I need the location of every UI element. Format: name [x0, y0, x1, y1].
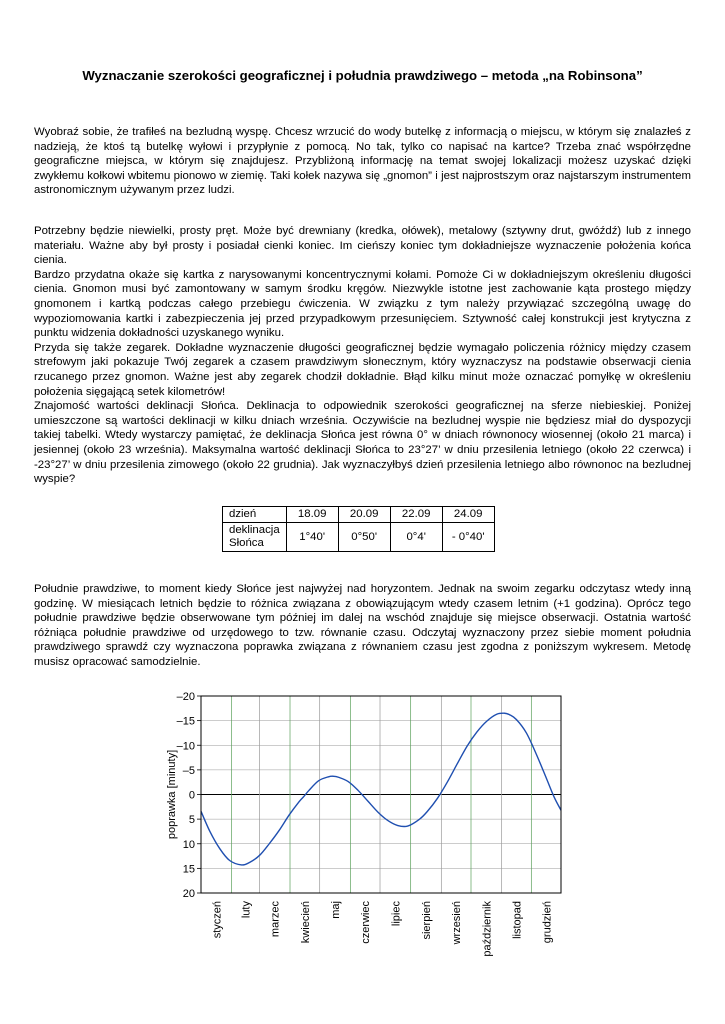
month-label: sierpień: [421, 901, 433, 940]
table-cell-day: 20.09: [338, 507, 390, 523]
paragraph-1: Wyobraź sobie, że trafiłeś na bezludną wyspę. Chcesz wrzucić do wody butelkę z informacją o miejscu, w którym się znalazłeś z nadzieją, że ktoś tą butelkę wyłowi i przypłynie z pomocą. No tak, tylko co napisać na kartce? Trzeba znać współrzędne geograficzne miejsca, w którym się znajdujesz. Przybliżoną informację na temat swojej lokalizacji możesz uzyskać dzięki zwykłemu kołkowi wbitemu pionowo w ziemię. Taki kołek nazywa się „gnomon” i jest najprostszym oraz najstarszym instrumentem astronomicznym używanym przez ludzi.: [34, 126, 691, 197]
table-header-day: dzień: [223, 507, 287, 523]
y-tick-label: –20: [176, 691, 195, 703]
month-label: listopad: [511, 901, 524, 939]
month-label: maj: [330, 901, 343, 919]
month-label: październik: [481, 901, 494, 957]
paragraph-2a: Potrzebny będzie niewielki, prosty pręt. Może być drewniany (kredka, ołówek), metalowy (sztywny drut, gwóźdź) lub z innego materiału. Ważne aby był prosty i posiadał cienki koniec. Im cieńszy koniec tym dokładniejsze wyznaczenie położenia końca cienia.: [34, 225, 691, 267]
y-tick-label: –15: [176, 715, 195, 728]
y-axis-ticks: [177, 691, 201, 900]
month-label: lipiec: [390, 901, 403, 927]
month-label: grudzień: [541, 901, 554, 944]
paragraph-3: Południe prawdziwe, to moment kiedy Słońce jest najwyżej nad horyzontem. Jednak na swoim zegarku odczytasz wtedy inną godzinę. W miesiącach letnich będzie to różnica związana z obowiązującym wtedy czasem letnim (+1 godzina). Oprócz tego południe prawdziwe będzie obserwowane tym później im dalej na wschód znajduje się miejsce obserwacji. Ostatnia wartość różniąca południe prawdziwe od urzędowego to tzw. równanie czasu. Odczytaj wyznaczony przez siebie moment południa prawdziwego sprawdź czy wyznaczona poprawka związana z równaniem czasu jest zgodna z poniższym wykresem. Metodę musisz opracować samodzielnie.: [34, 583, 691, 668]
table-cell-declination: 0°50': [338, 523, 390, 552]
month-label: czerwiec: [360, 901, 373, 944]
paragraph-2d: Znajomość wartości deklinacji Słońca. Deklinacja to odpowiednik szerokości geograficznej na sferze niebieskiej. Poniżej umieszczone są wartości deklinacji w kilku dniach września. Oczywiście na bezludnej wyspie nie będziesz miał do dyspozycji takiej tabelki. Wtedy wystarczy pamiętać, że deklinacja Słońca jest równa 0° w dniach równonocy wiosennej (około 21 marca) i jesiennej (około 23 września). Maksymalna wartość deklinacji Słońca to 23°27’ w dniu przesilenia letniego (około 22 czerwca) i -23°27’ w dniu przesilenia zimowego (około 22 grudnia). Jak wyznaczyłbyś dzień przesilenia letniego albo równonoc na bezludnej wyspie?: [34, 400, 691, 486]
y-axis-label: poprawka [minuty]: [166, 749, 178, 840]
month-label: kwiecień: [299, 901, 312, 944]
y-tick-label: –10: [176, 740, 195, 753]
x-axis-months: [211, 901, 553, 957]
y-tick-label: 0: [188, 789, 195, 802]
month-label: luty: [240, 901, 253, 919]
declination-label-line2: Słońca: [229, 537, 264, 549]
chart-grid: [201, 696, 561, 893]
table-cell-declination: 0°4': [390, 523, 442, 552]
page-title: Wyznaczanie szerokości geograficznej i południa prawdziwego – metoda „na Robinsona”: [82, 68, 643, 83]
declination-label-line1: deklinacja: [229, 524, 280, 536]
table-cell-day: 18.09: [286, 507, 338, 523]
paragraph-2b: Bardzo przydatna okaże się kartka z narysowanymi koncentrycznymi kołami. Pomoże Ci w dokładniejszym określeniu długości cienia. Gnomon musi być zamontowany w samym środku kręgów. Niezwykle istotne jest zachowanie kąta prostego między gnomonem i kartką podczas całego przebiegu ćwiczenia. W związku z tym należy przywiązać szczególną uwagę do wypoziomowania kartki i zabezpieczenia jej przed przypadkowym przesunięciem. Sztywność całej konstrukcji jest krytyczna z punktu widzenia dokładności uzyskanego wyniku.: [34, 268, 691, 340]
month-label: marzec: [269, 901, 282, 938]
month-label: styczeń: [211, 901, 224, 939]
table-cell-day: 24.09: [442, 507, 494, 523]
table-cell-declination: 1°40': [286, 523, 338, 552]
y-tick-label: 5: [188, 814, 195, 827]
table-cell-declination: - 0°40': [442, 523, 494, 552]
y-tick-label: 15: [182, 863, 195, 876]
equation-of-time-line: [201, 713, 561, 865]
y-tick-label: 10: [182, 838, 195, 851]
y-tick-label: 20: [182, 888, 195, 900]
month-label: wrzesień: [451, 901, 464, 945]
y-tick-label: –5: [182, 764, 195, 777]
paragraph-2c: Przyda się także zegarek. Dokładne wyznaczenie długości geograficznej będzie wymagało policzenia różnicy między czasem strefowym jaki pokazuje Twój zegarek a czasem prawdziwym słonecznym, który wyznaczysz na podstawie obserwacji cienia rzucanego przez gnomon. Ważne jest aby zegarek chodził dokładnie. Błąd kilku minut może oznaczać pomyłkę w określeniu położenia sięgającą setek kilometrów!: [34, 341, 691, 398]
table-cell-day: 22.09: [390, 507, 442, 523]
